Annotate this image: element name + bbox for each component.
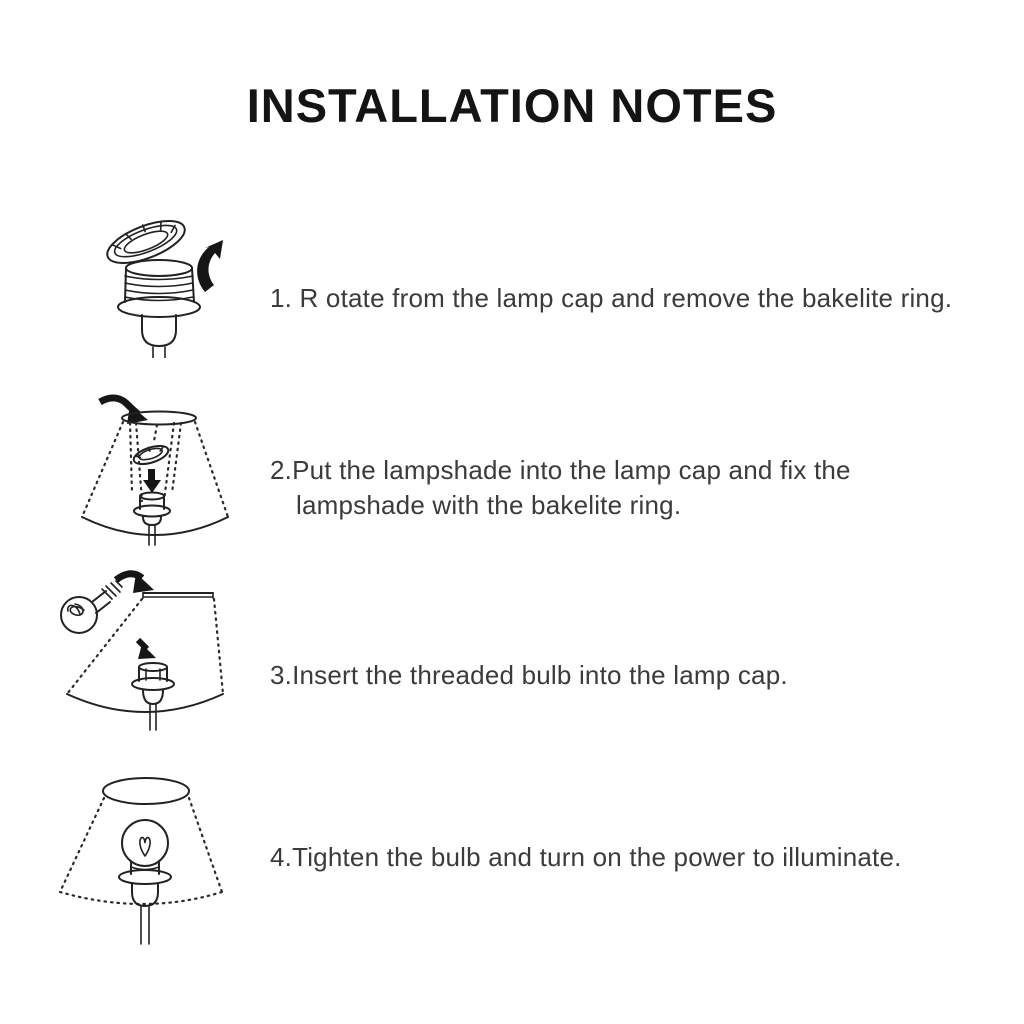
- finished-lamp-icon: [48, 764, 240, 948]
- bulb-into-shade-icon: [50, 568, 236, 738]
- step-3-illustration: [50, 568, 236, 738]
- lampshade-ring-drop-icon: [70, 393, 238, 553]
- step-2-text-line-1: 2.Put the lampshade into the lamp cap and fix the: [270, 455, 851, 485]
- lamp-cap-ring-rotate-icon: [92, 206, 238, 358]
- step-2-text: [270, 453, 1000, 523]
- step-4-text: 4.Tighten the bulb and turn on the power to illuminate.: [270, 842, 902, 872]
- step-2-text-line-2: lampshade with the bakelite ring.: [296, 490, 682, 520]
- step-2-illustration: [70, 393, 238, 553]
- page-title: INSTALLATION NOTES: [246, 79, 778, 132]
- step-4-illustration: [48, 764, 240, 948]
- step-3-text: 3.Insert the threaded bulb into the lamp cap.: [270, 660, 788, 690]
- step-1-illustration: [92, 206, 238, 358]
- step-1-text: 1. R otate from the lamp cap and remove the bakelite ring.: [270, 283, 953, 313]
